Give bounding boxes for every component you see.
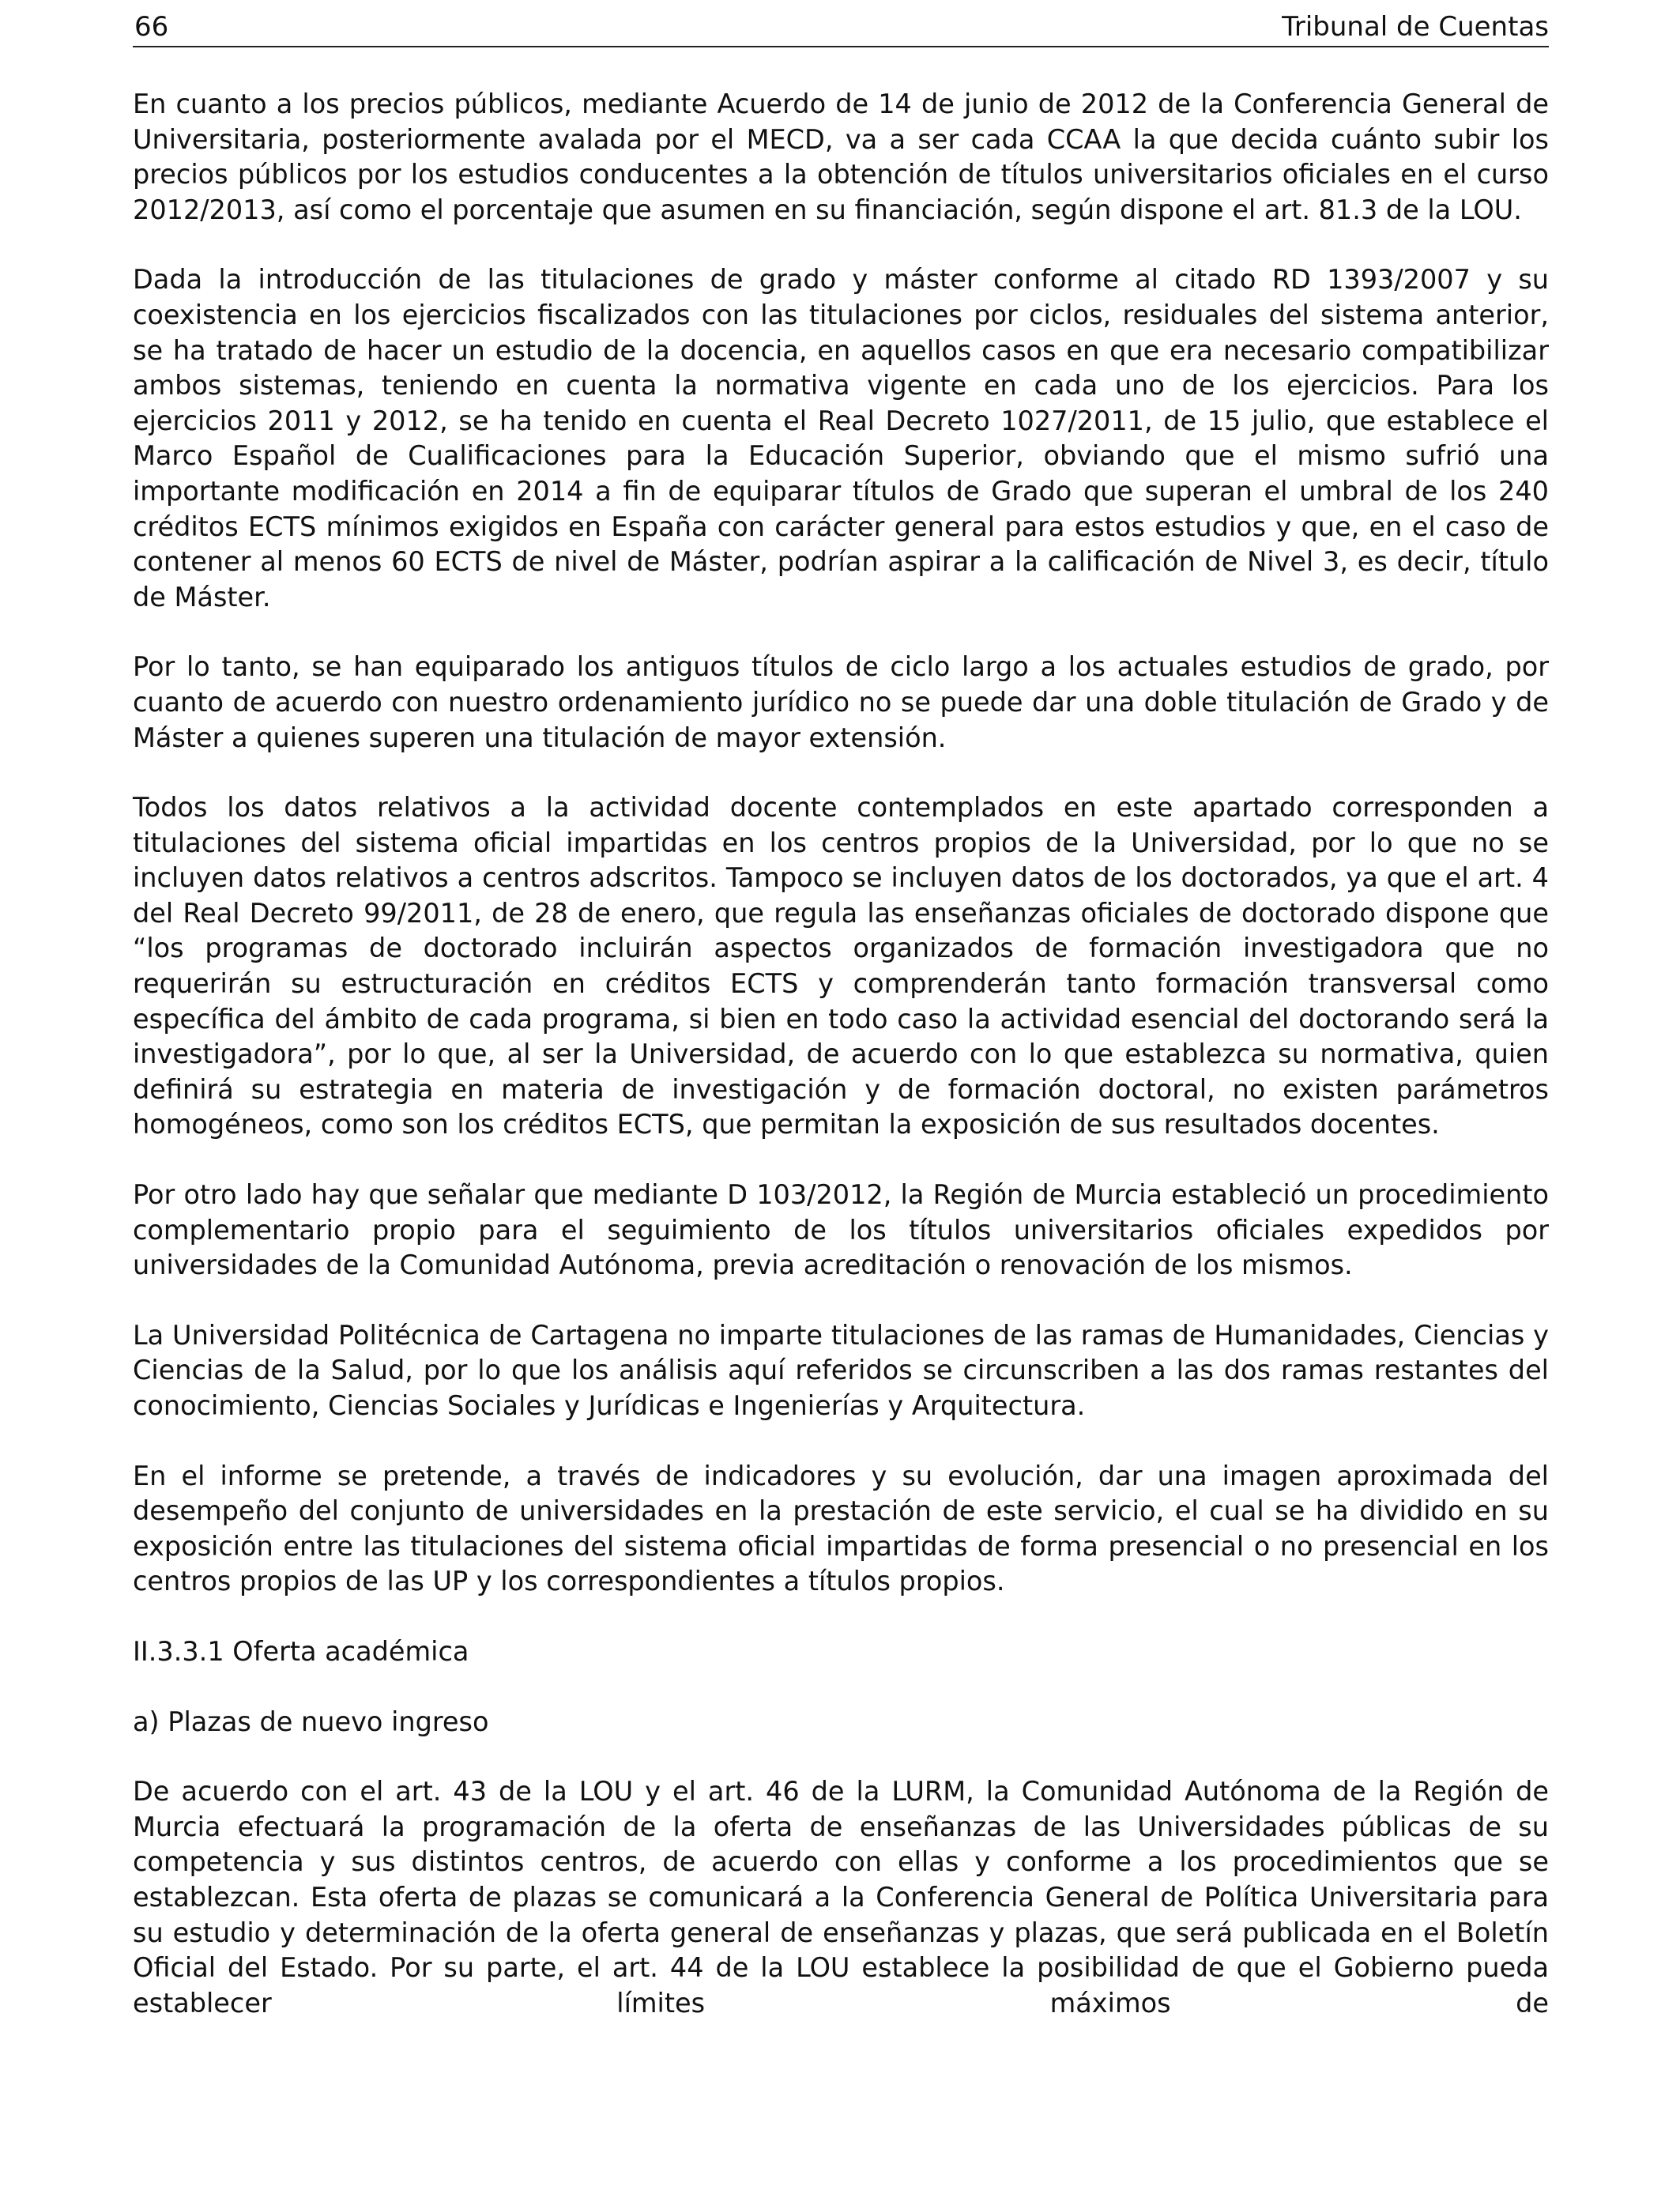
paragraph-ramas-conocimiento: La Universidad Politécnica de Cartagena no imparte titulaciones de las ramas de Humanidades, Ciencias y Ciencias de la Salud, por lo que los análisis aquí referidos se circunscriben a las dos ramas restantes del conocimiento, Ciencias Sociales y Jurídicas e Ingenierías y Arquitectura. (133, 1319, 1549, 1421)
document-page (133, 0, 1549, 2194)
page-header (133, 11, 1549, 47)
page-number: 66 (134, 11, 169, 43)
paragraph-titulaciones-grado-master: Dada la introducción de las titulaciones de grado y máster conforme al citado RD 1393/2007 y su coexistencia en los ejercicios fiscalizados con las titulaciones por ciclos, residuales del sistema anterior, se ha tratado de hacer un estudio de la docencia, en aquellos casos en que era necesario compatibilizar ambos sistemas, teniendo en cuenta la normativa vigente en cada uno de los ejercicios. Para los ejercicios 2011 y 2012, se ha tenido en cuenta el Real Decreto 1027/2011, de 15 julio, que establece el Marco Español de Cualificaciones para la Educación Superior, obviando que el mismo sufrió una importante modificación en 2014 a fin de equiparar títulos de Grado que superan el umbral de los 240 créditos ECTS mínimos exigidos en España con carácter general para estos estudios y que, en el caso de contener al menos 60 ECTS de nivel de Máster, podrían aspirar a la calificación de Nivel 3, es decir, título de Máster. (133, 264, 1549, 613)
section-heading-oferta-academica: II.3.3.1 Oferta académica (133, 1635, 469, 1667)
paragraph-equiparacion-titulos: Por lo tanto, se han equiparado los antiguos títulos de ciclo largo a los actuales estudios de grado, por cuanto de acuerdo con nuestro ordenamiento jurídico no se puede dar una doble titulación de Grado y de Máster a quienes superen una titulación de mayor extensión. (133, 651, 1549, 753)
running-title: Tribunal de Cuentas (1282, 11, 1549, 43)
paragraph-region-murcia-decreto: Por otro lado hay que señalar que mediante D 103/2012, la Región de Murcia estableció un procedimiento complementario propio para el seguimiento de los títulos universitarios oficiales expedidos por universidades de la Comunidad Autónoma, previa acreditación o renovación de los mismos. (133, 1179, 1549, 1281)
subsection-heading-plazas-nuevo-ingreso: a) Plazas de nuevo ingreso (133, 1706, 489, 1737)
paragraph-programacion-oferta: De acuerdo con el art. 43 de la LOU y el art. 46 de la LURM, la Comunidad Autónoma de la Región de Murcia efectuará la programación de la oferta de enseñanzas de las Universidades públicas de su competencia y sus distintos centros, de acuerdo con ellas y conforme a los procedimientos que se establezcan. Esta oferta de plazas se comunicará a la Conferencia General de Política Universitaria para su estudio y determinación de la oferta general de enseñanzas y plazas, que será publicada en el Boletín Oficial del Estado. Por su parte, el art. 44 de la LOU establece la posibilidad de que el Gobierno pueda establecer límites máximos de (133, 1776, 1549, 2019)
document-body (133, 87, 1549, 2021)
paragraph-precios-publicos: En cuanto a los precios públicos, mediante Acuerdo de 14 de junio de 2012 de la Conferencia General de Universitaria, posteriormente avalada por el MECD, va a ser cada CCAA la que decida cuánto subir los precios públicos por los estudios conducentes a la obtención de títulos universitarios oficiales en el curso 2012/2013, así como el porcentaje que asumen en su financiación, según dispone el art. 81.3 de la LOU. (133, 89, 1549, 225)
paragraph-indicadores: En el informe se pretende, a través de indicadores y su evolución, dar una imagen aproximada del desempeño del conjunto de universidades en la prestación de este servicio, el cual se ha dividido en su exposición entre las titulaciones del sistema oficial impartidas de forma presencial o no presencial en los centros propios de las UP y los correspondientes a títulos propios. (133, 1460, 1549, 1597)
paragraph-datos-actividad-docente: Todos los datos relativos a la actividad docente contemplados en este apartado corresponden a titulaciones del sistema oficial impartidas en los centros propios de la Universidad, por lo que no se incluyen datos relativos a centros adscritos. Tampoco se incluyen datos de los doctorados, ya que el art. 4 del Real Decreto 99/2011, de 28 de enero, que regula las enseñanzas oficiales de doctorado dispone que “los programas de doctorado incluirán aspectos organizados de formación investigadora que no requerirán su estructuración en créditos ECTS y comprenderán tanto formación transversal como específica del ámbito de cada programa, si bien en todo caso la actividad esencial del doctorando será la investigadora”, por lo que, al ser la Universidad, de acuerdo con lo que establezca su normativa, quien definirá su estrategia en materia de investigación y de formación doctoral, no existen parámetros homogéneos, como son los créditos ECTS, que permitan la exposición de sus resultados docentes. (133, 792, 1549, 1140)
